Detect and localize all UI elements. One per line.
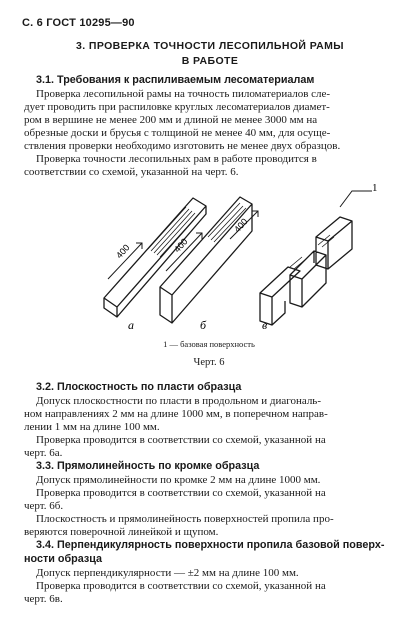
paragraph-line: черт. 6б. bbox=[24, 500, 64, 512]
subsection-heading: 3.2. Плоскостность по пласти образца bbox=[36, 381, 242, 393]
pointer-label-1: 1 bbox=[372, 183, 378, 194]
paragraph-line: соответствии со схемой, указанной на черт. 6. bbox=[24, 166, 239, 178]
sub-label-b: б bbox=[200, 318, 207, 332]
figure-6-drawing bbox=[90, 183, 390, 333]
subsection-heading-cont: ности образца bbox=[24, 553, 103, 565]
dim-label-b: 400 bbox=[172, 236, 190, 255]
paragraph-line: лении 1 мм на длине 100 мм. bbox=[24, 421, 160, 433]
section-title-cont: В РАБОТЕ bbox=[181, 55, 239, 67]
subsection-heading: 3.3. Прямолинейность по кромке образца bbox=[36, 460, 260, 472]
paragraph-line: Допуск прямолинейности по кромке 2 мм на длине 1000 мм. bbox=[36, 474, 321, 486]
figure-number: Черт. 6 bbox=[193, 357, 225, 368]
sub-label-a: а bbox=[128, 318, 134, 332]
subsection-heading: 3.1. Требования к распиливаемым лесоматериалам bbox=[36, 74, 315, 86]
paragraph-line: ром в вершине не менее 200 мм и длиной не менее 3000 мм на bbox=[24, 114, 318, 126]
paragraph-line: веряются поверочной линейкой и щупом. bbox=[24, 526, 219, 538]
paragraph-line: Допуск плоскостности по пласти в продольном и диагональ- bbox=[36, 395, 321, 407]
paragraph-line: обрезные доски и брусья с толщиной не менее 40 мм, для осуще- bbox=[24, 127, 331, 139]
sub-label-c: в bbox=[262, 318, 268, 332]
section-title: 3. ПРОВЕРКА ТОЧНОСТИ ЛЕСОПИЛЬНОЙ РАМЫ bbox=[76, 40, 344, 52]
paragraph-line: Допуск перпендикулярности — ±2 мм на длине 100 мм. bbox=[36, 567, 299, 579]
paragraph-line: Проверка проводится в соответствии со схемой, указанной на bbox=[36, 580, 326, 592]
paragraph-line: черт. 6в. bbox=[24, 593, 63, 605]
paragraph-line: Проверка лесопильной рамы на точность пиломатериалов сле- bbox=[36, 88, 331, 100]
paragraph-line: Проверка проводится в соответствии со схемой, указанной на bbox=[36, 434, 326, 446]
paragraph-line: ствления проверки необходимо изготовить не менее двух образцов. bbox=[24, 140, 341, 152]
paragraph-line: Плоскостность и прямолинейность поверхностей пропила про- bbox=[36, 513, 334, 525]
board-c bbox=[260, 217, 352, 325]
paragraph-line: ном направлениях 2 мм на длине 1000 мм, в поперечном направ- bbox=[24, 408, 328, 420]
dim-label-c: 400 bbox=[232, 216, 250, 235]
dim-label-a: 400 bbox=[114, 242, 132, 261]
paragraph-line: Проверка точности лесопильных рам в работе проводится в bbox=[36, 153, 317, 165]
paragraph-line: дует проводить при распиловке круглых лесоматериалов диамет- bbox=[24, 101, 330, 113]
paragraph-line: черт. 6а. bbox=[24, 447, 63, 459]
paragraph-line: Проверка проводится в соответствии со схемой, указанной на bbox=[36, 487, 326, 499]
page-header: С. 6 ГОСТ 10295—90 bbox=[22, 17, 135, 29]
figure-caption: 1 — базовая поверхность bbox=[163, 339, 255, 349]
subsection-heading: 3.4. Перпендикулярность поверхности пропила базовой поверх- bbox=[36, 539, 385, 551]
